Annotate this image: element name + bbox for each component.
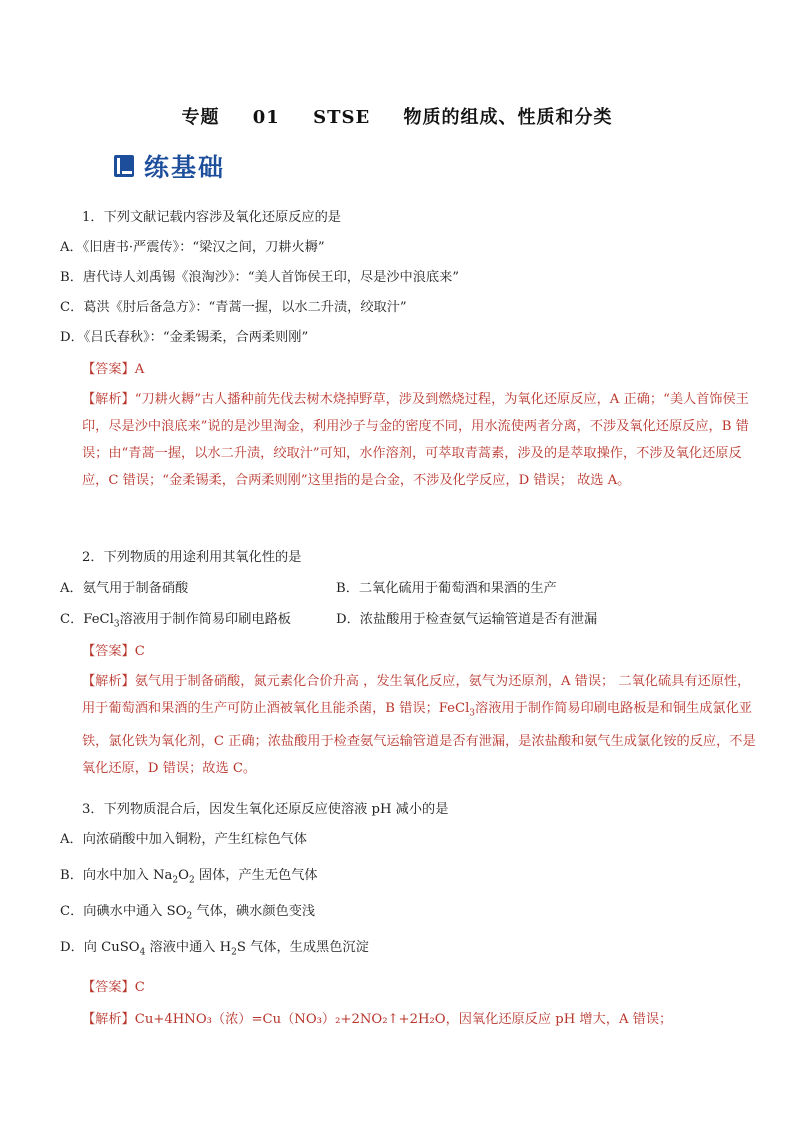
section-label: 练基础: [144, 153, 226, 182]
q1-explanation: [60, 386, 758, 494]
q3-option-c-sub: 2: [186, 911, 193, 922]
q3-stem: 3．下列物质混合后，因发生氧化还原反应使溶液 pH 减小的是: [82, 802, 449, 817]
q3-option-d: [60, 936, 369, 958]
explain-tag: 【解析】: [82, 1012, 135, 1027]
q1-option-b: B．唐代诗人刘禹锡《浪淘沙》：“美人首饰侯王印，尽是沙中浪底来”: [60, 270, 460, 285]
explain-tag: 【解析】: [82, 392, 135, 407]
q1-option-c: C．葛洪《肘后备急方》：“青蒿一握，以水二升渍，绞取汁”: [60, 300, 407, 315]
q3-explain-text: Cu+4HNO₃（浓）=Cu（NO₃）₂+2NO₂↑+2H₂O，因氧化还原反应 pH 增大，A 错误；: [134, 1012, 673, 1027]
q3-option-b-mid: O: [178, 868, 189, 883]
q1-explain-text: “刀耕火耨”古人播种前先伐去树木烧掉野草，涉及到燃烧过程，为氧化还原反应，A 正确；“美人首饰侯王印，尽是沙中浪底来”说的是沙里淘金，利用沙子与金的密度不同，用水流使两者分离，不涉及氧化还原反应，B 错误；由“青蒿一握，以水二升渍，绞取汁”可知，水作溶剂，可萃取青蒿素，涉及的是萃取操作，不涉及氧化还原反应，C 错误；“金柔锡柔，合两柔则刚”这里指的是合金，不涉及化学反应，D 错误； 故选 A。: [82, 392, 749, 488]
q2-explanation: [60, 668, 758, 782]
q1-stem: 1．下列文献记载内容涉及氧化还原反应的是: [82, 210, 341, 225]
q2-explain-text-2: 溶液用于制作简易印刷电路板是和铜生成氯化亚铁，氯化铁为氧化剂，C 正确；浓盐酸用于检查氨气运输管道是否有泄漏，是浓盐酸和氨气生成氯化铵的反应，不是氧化还原，D 错误；故选 C。: [82, 701, 756, 776]
q3-option-d-pre: D．向 CuSO: [60, 940, 140, 955]
q1-answer: [60, 358, 144, 377]
q2-explain-text-1: 氨气用于制备硝酸，氮元素化合价升高 ，发生氧化反应，氨气为还原剂，A 错误； 二氧化硫具有还原性，用于葡萄酒和果酒的生产可防止酒被氧化且能杀菌，B 错误；FeCl: [82, 674, 751, 716]
q1-answer-value: A: [134, 362, 145, 377]
section-banner: [112, 148, 225, 184]
q3-option-c-post: 气体，碘水颜色变浅: [192, 904, 316, 919]
q2-option-c-sub: 3: [113, 619, 120, 630]
q3-answer-value: C: [134, 980, 145, 995]
q2-option-d: D．浓盐酸用于检查氨气运输管道是否有泄漏: [336, 612, 598, 627]
q2-option-a: A．氨气用于制备硝酸: [60, 581, 189, 596]
q3-answer: [60, 976, 145, 995]
q2-option-c: [60, 608, 291, 630]
q3-option-c-pre: C．向碘水中通入 SO: [60, 904, 187, 919]
answer-tag: 【答案】: [82, 644, 135, 659]
q3-option-b-post: 固体，产生无色气体: [194, 868, 318, 883]
q3-option-b-sub2: 2: [188, 875, 195, 886]
q2-option-b: B．二氧化硫用于葡萄酒和果酒的生产: [336, 581, 557, 596]
q1-option-a: A．《旧唐书·严震传》：“梁汉之间，刀耕火耨”: [60, 240, 325, 255]
explain-tag: 【解析】: [82, 674, 135, 689]
q3-option-d-post: S 气体，生成黑色沉淀: [236, 940, 369, 955]
q1-option-d: D．《吕氏春秋》：“金柔锡柔，合两柔则刚”: [60, 330, 309, 345]
answer-tag: 【答案】: [82, 980, 135, 995]
q2-explain-sub: 3: [469, 708, 476, 719]
document-title: 专题 01 STSE 物质的组成、性质和分类: [181, 107, 613, 128]
q2-option-c-post: 溶液用于制作简易印刷电路板: [119, 612, 291, 627]
q2-stem: 2．下列物质的用途利用其氧化性的是: [82, 550, 302, 565]
book-icon: [112, 154, 136, 178]
q3-option-b-sub1: 2: [172, 875, 179, 886]
q3-option-b-pre: B．向水中加入 Na: [60, 868, 173, 883]
q3-option-d-sub1: 4: [139, 947, 146, 958]
q3-option-d-sub2: 2: [231, 947, 237, 958]
q3-explanation: [60, 1008, 672, 1027]
q3-option-d-mid: 溶液中通入 H: [145, 940, 232, 955]
q2-option-c-pre: C．FeCl: [60, 612, 114, 627]
answer-tag: 【答案】: [82, 362, 135, 377]
q2-answer-value: C: [134, 644, 145, 659]
q3-option-a: A．向浓硝酸中加入铜粉，产生红棕色气体: [60, 832, 307, 847]
q3-option-c: [60, 900, 315, 922]
q3-option-b: [60, 864, 318, 886]
q2-answer: [60, 640, 145, 659]
